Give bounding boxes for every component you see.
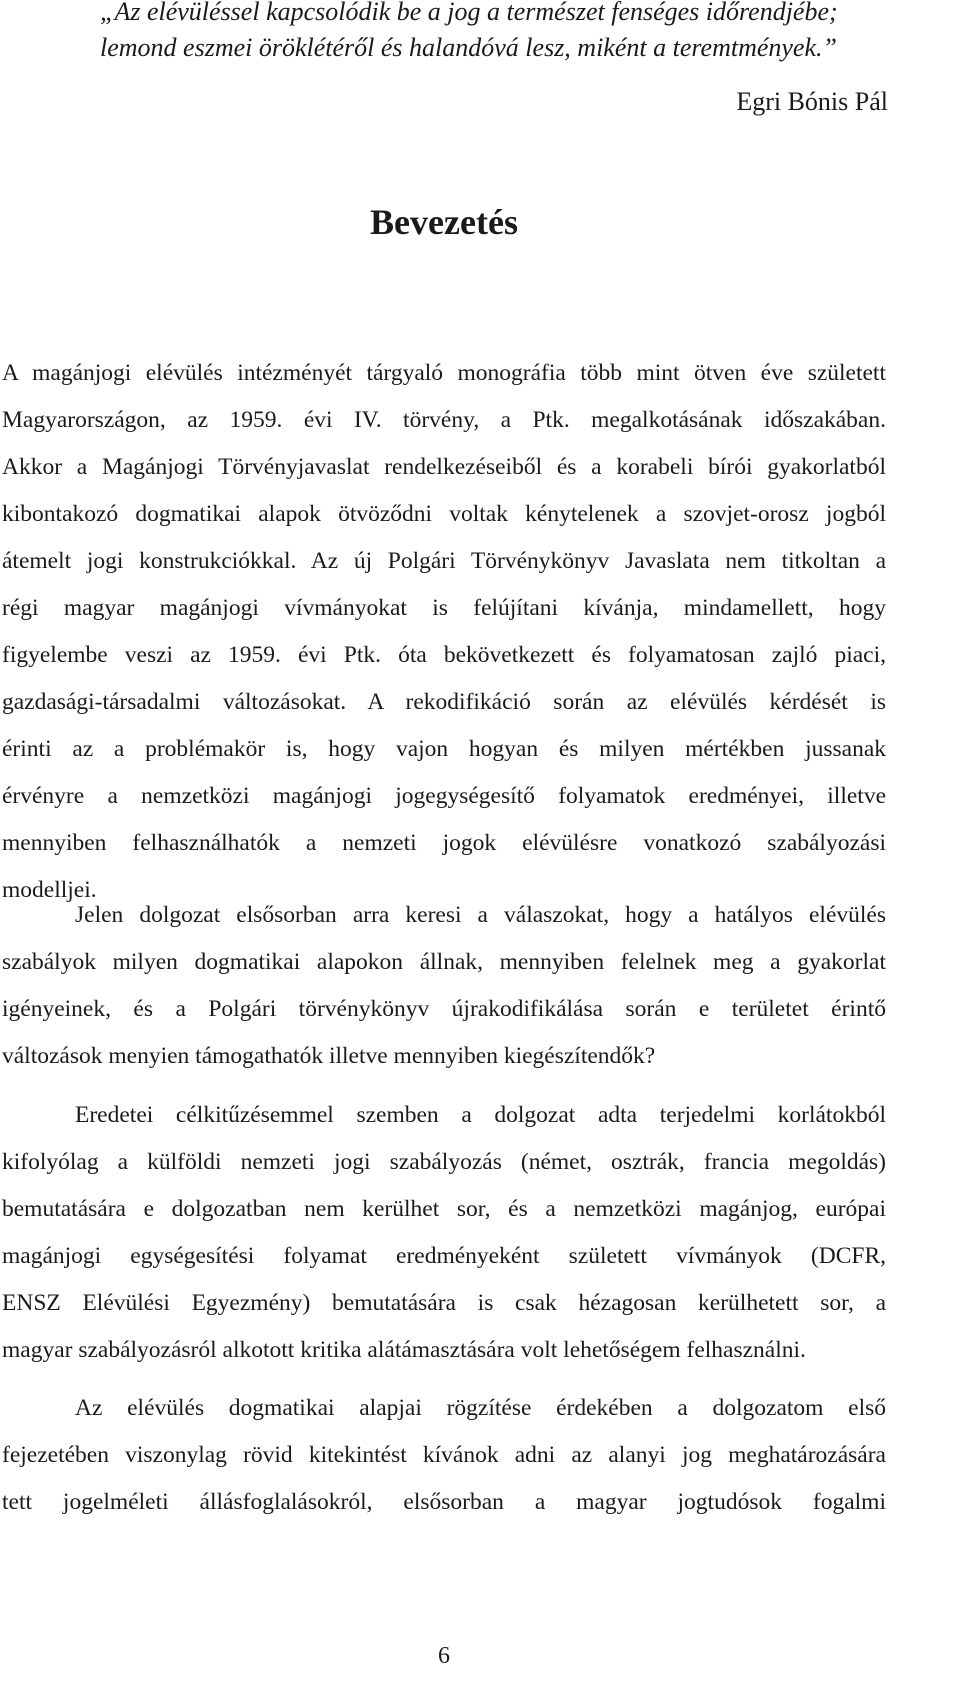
text-line: A magánjogi elévülés intézményét tárgyaló monográfia több mint ötven éve született [2,360,886,386]
page-number: 6 [438,1643,450,1669]
paragraph-2 [2,892,886,1080]
text-line: érvényre a nemzetközi magánjogi jogegységesítő folyamatok eredményei, illetve [2,783,886,809]
epigraph-author: Egri Bónis Pál [736,87,888,116]
text-line: kibontakozó dogmatikai alapok ötvöződni voltak kénytelenek a szovjet-orosz jogból [2,501,886,527]
text-line: átemelt jogi konstrukciókkal. Az új Polgári Törvénykönyv Javaslata nem titkoltan a [2,548,886,574]
paragraph-3 [2,1092,886,1374]
section-heading: Bevezetés [370,202,518,242]
text-line: bemutatására e dolgozatban nem kerülhet sor, és a nemzetközi magánjog, európai [2,1196,886,1222]
text-line: Eredetei célkitűzésemmel szemben a dolgozat adta terjedelmi korlátokból [75,1102,886,1128]
text-line: modelljei. [2,877,97,903]
epigraph-line: „Az elévüléssel kapcsolódik be a jog a természet fenséges időrendjébe; [100,0,838,26]
text-line: mennyiben felhasználhatók a nemzeti jogok elévülésre vonatkozó szabályozási [2,830,886,856]
text-line: gazdasági-társadalmi változásokat. A rekodifikáció során az elévülés kérdését is [2,689,886,715]
text-line: tett jogelméleti állásfoglalásokról, elsősorban a magyar jogtudósok fogalmi [2,1489,886,1515]
text-line: magyar szabályozásról alkotott kritika alátámasztására volt lehetőségem felhasználni. [2,1337,806,1363]
text-line: ENSZ Elévülési Egyezmény) bemutatására is csak hézagosan kerülhetett sor, a [2,1290,886,1316]
text-line: régi magyar magánjogi vívmányokat is felújítani kívánja, mindamellett, hogy [2,595,886,621]
text-line: kifolyólag a külföldi nemzeti jogi szabályozás (német, osztrák, francia megoldás) [2,1149,886,1175]
text-line: fejezetében viszonylag rövid kitekintést kívánok adni az alanyi jog meghatározására [2,1442,886,1468]
text-line: érinti az a problémakör is, hogy vajon hogyan és milyen mértékben jussanak [2,736,886,762]
text-line: változások menyien támogathatók illetve mennyiben kiegészítendők? [2,1043,656,1069]
text-line: figyelembe veszi az 1959. évi Ptk. óta bekövetkezett és folyamatosan zajló piaci, [2,642,886,668]
epigraph-line: lemond eszmei öröklétéről és halandóvá lesz, miként a teremtmények.” [100,33,837,62]
text-line: igényeinek, és a Polgári törvénykönyv újrakodifikálása során e területet érintő [2,996,886,1022]
text-line: Magyarországon, az 1959. évi IV. törvény, a Ptk. megalkotásának időszakában. [2,407,886,433]
text-line: szabályok milyen dogmatikai alapokon állnak, mennyiben felelnek meg a gyakorlat [2,949,886,975]
paragraph-1 [2,350,886,914]
text-line: Az elévülés dogmatikai alapjai rögzítése érdekében a dolgozatom első [75,1395,886,1421]
text-line: Akkor a Magánjogi Törvényjavaslat rendelkezéseiből és a korabeli bírói gyakorlatból [2,454,886,480]
paragraph-4 [2,1385,886,1526]
epigraph [100,0,888,66]
text-line: Jelen dolgozat elsősorban arra keresi a válaszokat, hogy a hatályos elévülés [75,902,886,928]
text-line: magánjogi egységesítési folyamat eredményeként született vívmányok (DCFR, [2,1243,886,1269]
